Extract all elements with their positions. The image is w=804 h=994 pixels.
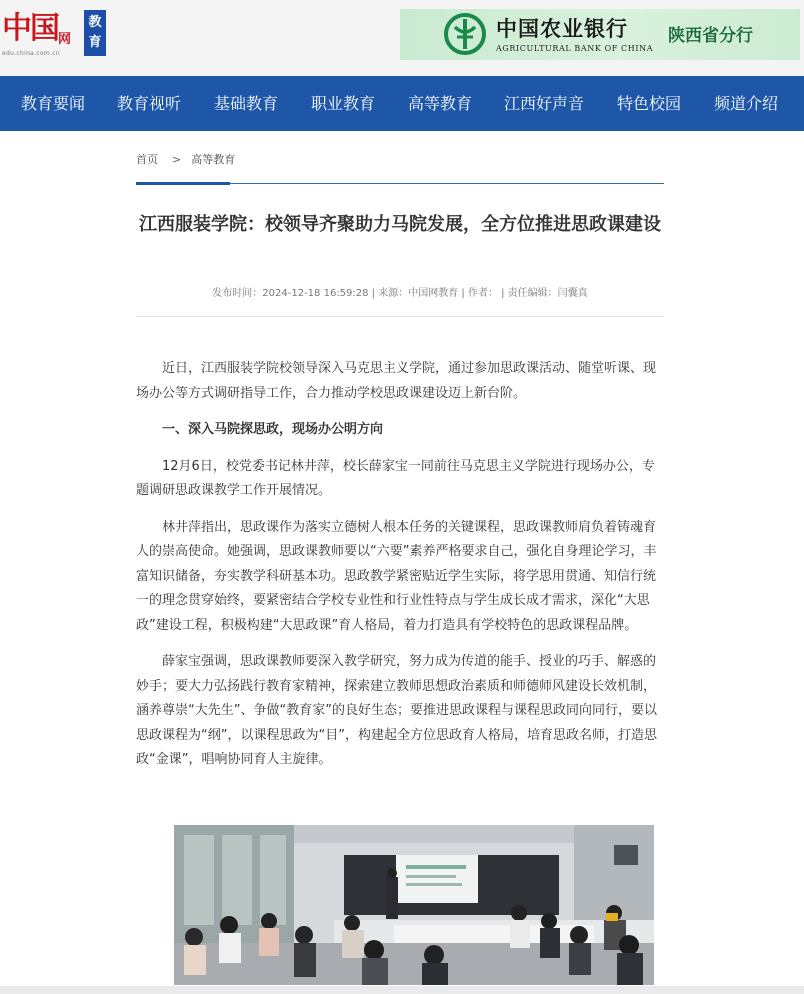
article-paragraph: 林井萍指出，思政课作为落实立德树人根本任务的关键课程，思政课教师肩负着铸魂育人的崇高使命。她强调，思政课教师要以“六要”素养严格要求自己，强化自身理论学习，丰富知识储备，夯实教学科研基本功。思政教学紧密贴近学生实际，将学思用贯通、知信行统一的理念贯穿始终，要紧密结合学校专业性和行业性特点与学生成长成才需求，深化“大思政”建设工程，积极构建“大思政课”育人格局，着力打造具有学校特色的思政课程品牌。 bbox=[136, 519, 657, 633]
edu-badge-char: 育 bbox=[88, 35, 102, 50]
bottom-scroll-area bbox=[0, 986, 804, 994]
article-paragraph: 12月6日，校党委书记林井萍，校长薛家宝一同前往马克思主义学院进行现场办公，专题调研思政课教学工作开展情况。 bbox=[136, 458, 655, 498]
breadcrumb-divider-accent bbox=[136, 182, 230, 185]
nav-item-education-news[interactable]: 教育要闻 bbox=[21, 94, 86, 113]
bank-advertisement[interactable] bbox=[400, 9, 800, 60]
site-header bbox=[0, 0, 804, 76]
breadcrumb-home-link[interactable]: 首页 bbox=[136, 153, 158, 166]
nav-item-featured-campus[interactable]: 特色校园 bbox=[617, 94, 682, 113]
main-nav bbox=[0, 76, 804, 131]
logo-text: 中国 bbox=[2, 11, 58, 46]
nav-item-basic-education[interactable]: 基础教育 bbox=[214, 94, 279, 113]
article-meta: 发布时间：2024-12-18 16:59:28 | 来源：中国网教育 | 作者： | 责任编辑：闫囊真 bbox=[212, 288, 588, 299]
nav-item-jiangxi-voice[interactable]: 江西好声音 bbox=[504, 94, 585, 113]
breadcrumb bbox=[136, 151, 235, 167]
bank-branch: 陕西省分行 bbox=[668, 26, 753, 46]
meta-divider bbox=[136, 316, 664, 317]
article-section-heading: 一、深入马院探思政，现场办公明方向 bbox=[162, 422, 384, 437]
abc-bank-emblem-icon bbox=[444, 13, 486, 55]
breadcrumb-current-link[interactable]: 高等教育 bbox=[191, 153, 236, 166]
article-paragraph: 近日，江西服装学院校领导深入马克思主义学院，通过参加思政课活动、随堂听课、现场办公等方式调研指导工作，合力推动学校思政课建设迈上新台阶。 bbox=[136, 361, 657, 401]
article-body bbox=[136, 357, 664, 785]
bank-name: 中国农业银行 bbox=[496, 16, 628, 41]
logo-wang: 网 bbox=[58, 32, 72, 47]
nav-item-higher-education[interactable]: 高等教育 bbox=[408, 94, 473, 113]
bank-english-name: AGRICULTURAL BANK OF CHINA bbox=[496, 44, 654, 53]
edu-badge-char: 教 bbox=[88, 15, 102, 30]
nav-item-vocational-education[interactable]: 职业教育 bbox=[311, 94, 376, 113]
article-title: 江西服装学院：校领导齐聚助力马院发展，全方位推进思政课建设 bbox=[139, 214, 661, 235]
site-logo[interactable] bbox=[0, 10, 80, 58]
logo-url: edu.china.com.cn bbox=[2, 50, 60, 57]
nav-item-education-video[interactable]: 教育视听 bbox=[117, 94, 182, 113]
edu-channel-badge[interactable] bbox=[84, 10, 106, 56]
breadcrumb-separator: > bbox=[172, 153, 182, 166]
classroom-photo-illustration bbox=[174, 825, 654, 985]
article-paragraph: 薛家宝强调，思政课教师要深入教学研究，努力成为传道的能手、授业的巧手、解惑的妙手；要大力弘扬践行教育家精神，探索建立教师思想政治素质和师德师风建设长效机制，涵养尊崇“大先生”、争做“教育家”的良好生态；要推进思政课程与课程思政同向同行，要以思政课程为“纲”，以课程思政为“目”，构建起全方位思政育人格局，培育思政名师，打造思政“金课”，唱响协同育人主旋律。 bbox=[136, 654, 657, 767]
nav-item-channel-intro[interactable]: 频道介绍 bbox=[714, 94, 779, 113]
article-photo bbox=[174, 825, 654, 985]
